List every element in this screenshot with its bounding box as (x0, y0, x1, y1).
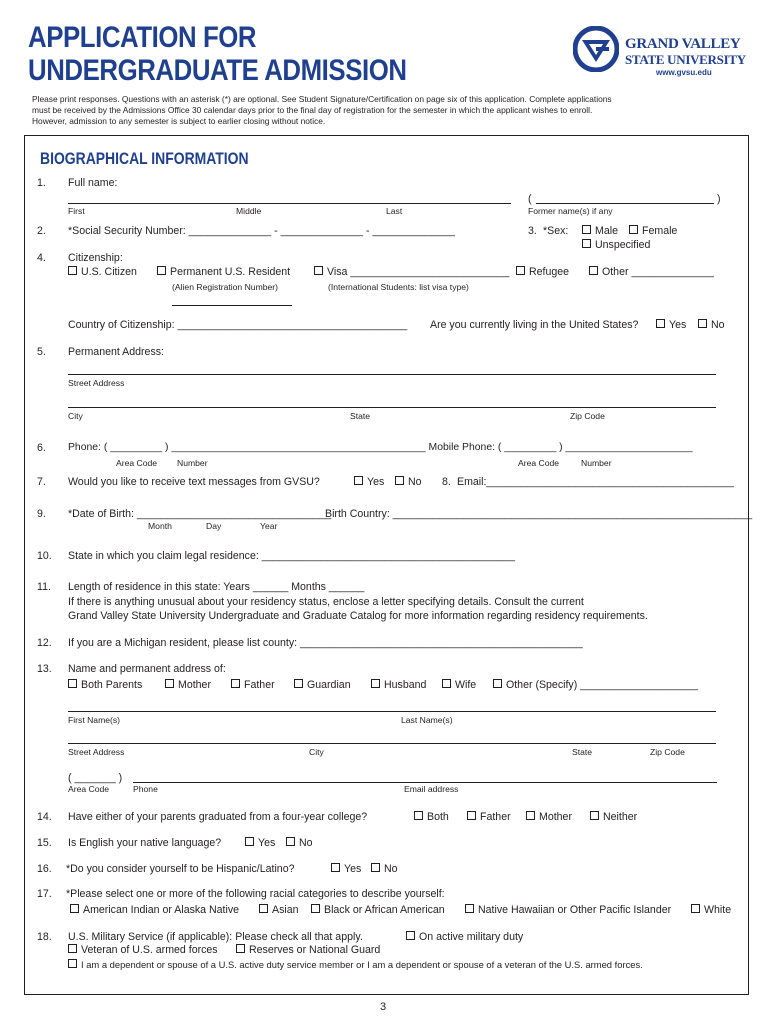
street-address-field[interactable] (68, 374, 716, 375)
q3-number: 3. (528, 225, 537, 237)
city-caption: City (68, 411, 83, 421)
q3-label: *Sex: (543, 225, 569, 237)
parent-area-code-field[interactable]: ( _______ ) (68, 772, 123, 784)
q12-number: 12. (37, 637, 52, 649)
logo-state-university: STATE UNIVERSITY (625, 52, 746, 67)
sex-female-checkbox[interactable]: Female (629, 225, 677, 237)
zip-caption: Zip Code (570, 411, 605, 421)
residency-note-line-2: Grand Valley State University Undergraduate and Graduate Catalog for more information regarding residency requirements. (68, 610, 648, 622)
street-address-caption: Street Address (68, 378, 125, 388)
last-name-caption: Last (386, 206, 403, 216)
q14-number: 14. (37, 811, 52, 823)
college-mother-checkbox[interactable]: Mother (526, 811, 572, 823)
sex-male-checkbox[interactable]: Male (582, 225, 618, 237)
mobile-number-caption: Number (581, 458, 612, 468)
dob-year-caption: Year (260, 521, 278, 531)
q18-label: U.S. Military Service (if applicable): Please check all that apply. (68, 931, 363, 943)
q13-number: 13. (37, 663, 52, 675)
citizenship-other-checkbox[interactable]: Other ______________ (589, 266, 714, 278)
college-both-checkbox[interactable]: Both (414, 811, 449, 823)
college-neither-checkbox[interactable]: Neither (590, 811, 637, 823)
parent-phone-caption: Phone (133, 784, 158, 794)
q17-number: 17. (37, 888, 52, 900)
hispanic-no-checkbox[interactable]: No (371, 863, 398, 875)
q6-number: 6. (37, 442, 46, 454)
q5-label: Permanent Address: (68, 346, 164, 358)
logo-grand-valley: GRAND VALLEY (625, 36, 741, 52)
date-of-birth-field[interactable]: *Date of Birth: _________________________________ (68, 508, 332, 520)
sex-unspecified-checkbox[interactable]: Unspecified (582, 239, 650, 251)
q18-number: 18. (37, 931, 52, 943)
q11-number: 11. (37, 581, 51, 593)
q4-number: 4. (37, 252, 46, 264)
military-active-checkbox[interactable]: On active military duty (406, 931, 523, 943)
email-field[interactable]: Email:__________________________________________ (457, 476, 734, 488)
q13-label: Name and permanent address of: (68, 663, 226, 675)
visa-checkbox[interactable]: Visa ___________________________ (314, 266, 509, 278)
page-number: 3 (380, 1001, 387, 1013)
q4-label: Citizenship: (68, 252, 123, 264)
middle-name-caption: Middle (236, 206, 262, 216)
q15-number: 15. (37, 837, 52, 849)
section-title: BIOGRAPHICAL INFORMATION (40, 149, 249, 168)
full-name-field[interactable] (68, 203, 511, 204)
parent-street-caption: Street Address (68, 747, 125, 757)
former-paren-open: ( (528, 193, 532, 205)
q16-number: 16. (37, 863, 52, 875)
q1-label: Full name: (68, 177, 118, 189)
q16-label: *Do you consider yourself to be Hispanic/Latino? (66, 863, 295, 875)
city-state-zip-field[interactable] (68, 407, 716, 408)
dob-month-caption: Month (148, 521, 172, 531)
q10-number: 10. (37, 550, 52, 562)
race-white-checkbox[interactable]: White (691, 904, 731, 916)
english-yes-checkbox[interactable]: Yes (245, 837, 275, 849)
first-name-caption: First (68, 206, 85, 216)
gvsu-g-logo-icon (573, 26, 619, 72)
former-name-caption: Former name(s) if any (528, 206, 613, 216)
form-title-line1: APPLICATION FOR (28, 21, 257, 54)
phone-number-caption: Number (177, 458, 208, 468)
q15-label: Is English your native language? (68, 837, 222, 849)
race-asian-checkbox[interactable]: Asian (259, 904, 299, 916)
q9-number: 9. (37, 508, 46, 520)
intro-line-3: However, admission to any semester is subject to earlier closing without notice. (32, 116, 326, 126)
both-parents-checkbox[interactable]: Both Parents (68, 679, 142, 691)
residence-length-field[interactable]: Length of residence in this state: Years ______ Months ______ (68, 581, 365, 593)
q1-number: 1. (37, 177, 46, 189)
q14-label: Have either of your parents graduated from a four-year college? (68, 811, 368, 823)
intro-line-2: must be received by the Admissions Office 30 calendar days prior to the final day of registration for the semester in which the applicant wishes to enroll. (32, 105, 593, 115)
living-us-no-checkbox[interactable]: No (698, 319, 725, 331)
phone-area-code-caption: Area Code (116, 458, 158, 468)
living-in-us-label: Are you currently living in the United States? (430, 319, 639, 331)
former-paren-close: ) (717, 193, 721, 205)
college-father-checkbox[interactable]: Father (467, 811, 511, 823)
race-pacific-islander-checkbox[interactable]: Native Hawaiian or Other Pacific Islander (465, 904, 671, 916)
father-checkbox[interactable]: Father (231, 679, 275, 691)
visa-type-caption: (International Students: list visa type) (328, 282, 469, 292)
living-us-yes-checkbox[interactable]: Yes (656, 319, 686, 331)
ssn-field[interactable]: *Social Security Number: ______________ - ______________ - ______________ (68, 225, 455, 237)
parent-address-field[interactable] (68, 743, 716, 744)
q8-number: 8. (442, 476, 451, 488)
race-american-indian-checkbox[interactable]: American Indian or Alaska Native (70, 904, 239, 916)
hispanic-yes-checkbox[interactable]: Yes (331, 863, 361, 875)
first-names-caption: First Name(s) (68, 715, 121, 725)
us-citizen-checkbox[interactable]: U.S. Citizen (68, 266, 137, 278)
last-names-caption: Last Name(s) (401, 715, 453, 725)
military-dependent-checkbox[interactable]: I am a dependent or spouse of a U.S. active duty service member or I am a dependent or spouse of a veteran of the U.S. armed forces. (68, 959, 643, 970)
michigan-county-field[interactable]: If you are a Michigan resident, please list county: ________________________________________________ (68, 637, 583, 649)
wife-checkbox[interactable]: Wife (442, 679, 476, 691)
refugee-checkbox[interactable]: Refugee (516, 266, 569, 278)
parent-name-field[interactable] (68, 711, 716, 712)
phone-fields[interactable]: Phone: ( _________ ) ____________________________________________ Mobile Phone: ( _________ ) ______________________ (68, 442, 693, 453)
logo-url: www.gvsu.edu (656, 68, 712, 77)
text-messages-yes-checkbox[interactable]: Yes (354, 476, 384, 488)
race-black-checkbox[interactable]: Black or African American (311, 904, 445, 916)
mobile-area-code-caption: Area Code (518, 458, 560, 468)
parent-city-caption: City (309, 747, 324, 757)
english-no-checkbox[interactable]: No (286, 837, 313, 849)
dob-day-caption: Day (206, 521, 222, 531)
permanent-resident-checkbox[interactable]: Permanent U.S. Resident (157, 266, 290, 278)
q7-label: Would you like to receive text messages from GVSU? (68, 476, 320, 488)
alien-registration-field[interactable] (172, 305, 292, 306)
legal-residence-field[interactable]: State in which you claim legal residence: ___________________________________________ (68, 550, 516, 562)
parent-area-code-caption: Area Code (68, 784, 110, 794)
former-name-field[interactable] (536, 203, 714, 204)
parent-state-caption: State (572, 747, 593, 757)
q7-number: 7. (37, 476, 46, 488)
q2-number: 2. (37, 225, 46, 237)
form-title-line2: UNDERGRADUATE ADMISSION (28, 54, 407, 87)
guardian-checkbox[interactable]: Guardian (294, 679, 351, 691)
state-caption: State (350, 411, 371, 421)
country-of-citizenship-field[interactable]: Country of Citizenship: _______________________________________ (68, 319, 408, 331)
mother-checkbox[interactable]: Mother (165, 679, 211, 691)
relation-other-checkbox[interactable]: Other (Specify) ____________________ (493, 679, 698, 691)
intro-line-1: Please print responses. Questions with an asterisk (*) are optional. See Student Signature/Certification on page six of this application. Complete applications (32, 94, 612, 104)
parent-zip-caption: Zip Code (650, 747, 685, 757)
alien-registration-caption: (Alien Registration Number) (172, 282, 279, 292)
residency-note-line-1: If there is anything unusual about your residency status, enclose a letter specifying details. Consult the current (68, 596, 584, 608)
q5-number: 5. (37, 346, 46, 358)
text-messages-no-checkbox[interactable]: No (395, 476, 422, 488)
birth-country-field[interactable]: Birth Country: _____________________________________________________________ (325, 508, 753, 520)
parent-email-caption: Email address (404, 784, 459, 794)
parent-phone-email-field[interactable] (133, 782, 717, 783)
q17-label: *Please select one or more of the following racial categories to describe yourself: (66, 888, 445, 900)
military-reserves-checkbox[interactable]: Reserves or National Guard (236, 944, 380, 956)
husband-checkbox[interactable]: Husband (371, 679, 426, 691)
military-veteran-checkbox[interactable]: Veteran of U.S. armed forces (68, 944, 218, 956)
